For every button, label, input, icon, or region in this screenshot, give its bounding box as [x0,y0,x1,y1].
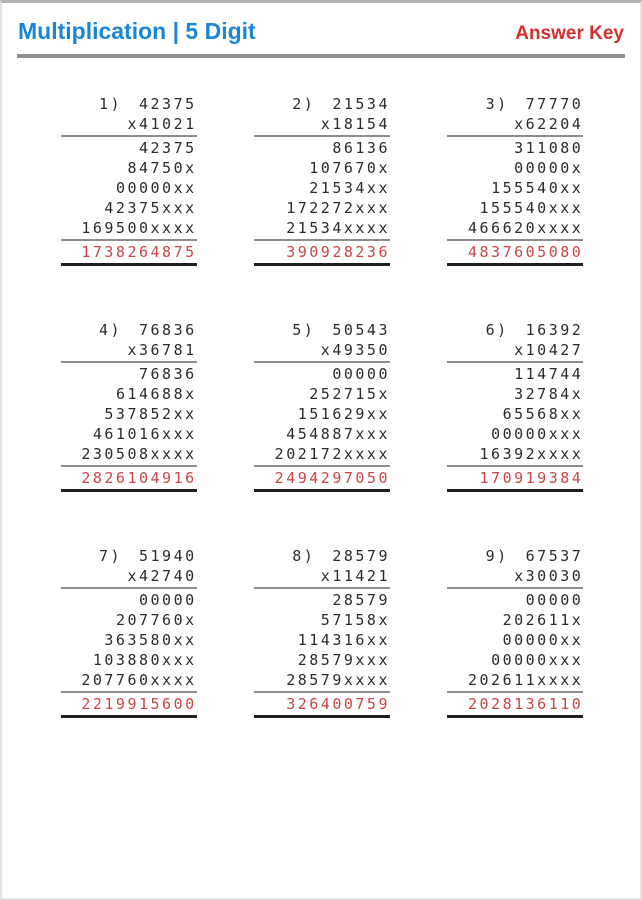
problem-block [254,94,390,266]
partial-product: 00000 [525,591,584,609]
answer-key-label: Answer Key [515,23,624,44]
worksheet-header [2,3,640,45]
final-answer: 1738264875 [61,241,197,266]
multiplier: x11421 [254,566,390,589]
partial-products [61,137,197,241]
final-answer: 4837605080 [447,241,583,266]
multiplicand: 77770 [525,95,584,113]
multiplicand: 28579 [332,547,390,565]
multiplicand: 21534 [332,95,390,113]
multiplicand: 42375 [139,95,197,113]
problem-head-row [447,320,583,340]
multiplier: x49350 [254,340,390,363]
partial-product: 65568xx [502,405,584,423]
problem-head-row [61,320,197,340]
partial-product: 252715x [309,385,390,403]
partial-products [254,137,390,241]
partial-product: 461016xxx [92,425,197,443]
partial-product: 202611x [502,611,584,629]
partial-product: 172272xxx [286,199,390,217]
partial-product: 311080 [514,139,584,157]
partial-product: 00000xx [502,631,584,649]
partial-product: 00000 [139,591,197,609]
multiplicand: 67537 [525,547,584,565]
problem-number: 7) [98,547,122,565]
problem-block [447,320,583,492]
partial-product: 202172xxxx [274,445,390,463]
partial-products [254,363,390,467]
problem-head-row [254,320,390,340]
partial-product: 16392xxxx [479,445,584,463]
partial-product: 114316xx [297,631,390,649]
partial-product: 00000x [514,159,584,177]
partial-products [447,137,583,241]
final-answer: 2494297050 [254,467,390,492]
multiplicand: 51940 [139,547,197,565]
partial-product: 00000 [332,365,390,383]
partial-product: 107670x [309,159,390,177]
multiplicand: 76836 [139,321,197,339]
final-answer: 170919384 [447,467,583,492]
problem-block [61,546,197,718]
multiplicand: 16392 [525,321,584,339]
problem-block [254,320,390,492]
problem-block [447,94,583,266]
partial-product: 86136 [332,139,390,157]
partial-product: 169500xxxx [81,219,197,237]
partial-product: 363580xx [104,631,197,649]
multiplier: x42740 [61,566,197,589]
problem-number: 1) [98,95,122,113]
problem-number: 3) [485,95,509,113]
partial-product: 207760x [115,611,197,629]
final-answer: 2219915600 [61,693,197,718]
multiplier: x41021 [61,114,197,137]
partial-product: 114744 [514,365,584,383]
problem-block [447,546,583,718]
final-answer: 2028136110 [447,693,583,718]
problem-number: 2) [292,95,316,113]
problem-block [254,546,390,718]
partial-product: 21534xx [309,179,390,197]
multiplicand: 50543 [332,321,390,339]
page-title: Multiplication | 5 Digit [18,18,256,44]
partial-product: 28579xxx [297,651,390,669]
partial-product: 537852xx [104,405,197,423]
problem-head-row [254,546,390,566]
partial-product: 155540xxx [479,199,584,217]
partial-product: 28579xxxx [286,671,390,689]
partial-product: 76836 [139,365,197,383]
problems-grid [2,58,640,718]
partial-product: 42375 [139,139,197,157]
partial-product: 00000xxx [491,651,584,669]
problem-number: 6) [485,321,509,339]
partial-product: 151629xx [297,405,390,423]
multiplier: x18154 [254,114,390,137]
final-answer: 326400759 [254,693,390,718]
multiplier: x10427 [447,340,583,363]
problem-block [61,320,197,492]
partial-product: 28579 [332,591,390,609]
problem-head-row [254,94,390,114]
partial-products [447,589,583,693]
partial-product: 32784x [514,385,584,403]
partial-products [447,363,583,467]
multiplier: x36781 [61,340,197,363]
partial-product: 155540xx [491,179,584,197]
partial-products [254,589,390,693]
multiplier: x30030 [447,566,583,589]
partial-product: 202611xxxx [468,671,584,689]
partial-product: 207760xxxx [81,671,197,689]
partial-product: 00000xxx [491,425,584,443]
partial-products [61,589,197,693]
problem-head-row [61,94,197,114]
partial-product: 103880xxx [92,651,197,669]
problem-number: 5) [292,321,316,339]
multiplier: x62204 [447,114,583,137]
partial-product: 21534xxxx [286,219,390,237]
final-answer: 390928236 [254,241,390,266]
problem-number: 8) [292,547,316,565]
partial-product: 42375xxx [104,199,197,217]
problem-head-row [447,546,583,566]
problem-number: 4) [98,321,122,339]
partial-product: 614688x [115,385,197,403]
problem-head-row [447,94,583,114]
final-answer: 2826104916 [61,467,197,492]
partial-product: 57158x [320,611,390,629]
problem-number: 9) [485,547,509,565]
partial-product: 466620xxxx [468,219,584,237]
partial-product: 230508xxxx [81,445,197,463]
partial-product: 84750x [127,159,197,177]
problem-block [61,94,197,266]
problem-head-row [61,546,197,566]
partial-product: 454887xxx [286,425,390,443]
partial-product: 00000xx [115,179,197,197]
partial-products [61,363,197,467]
